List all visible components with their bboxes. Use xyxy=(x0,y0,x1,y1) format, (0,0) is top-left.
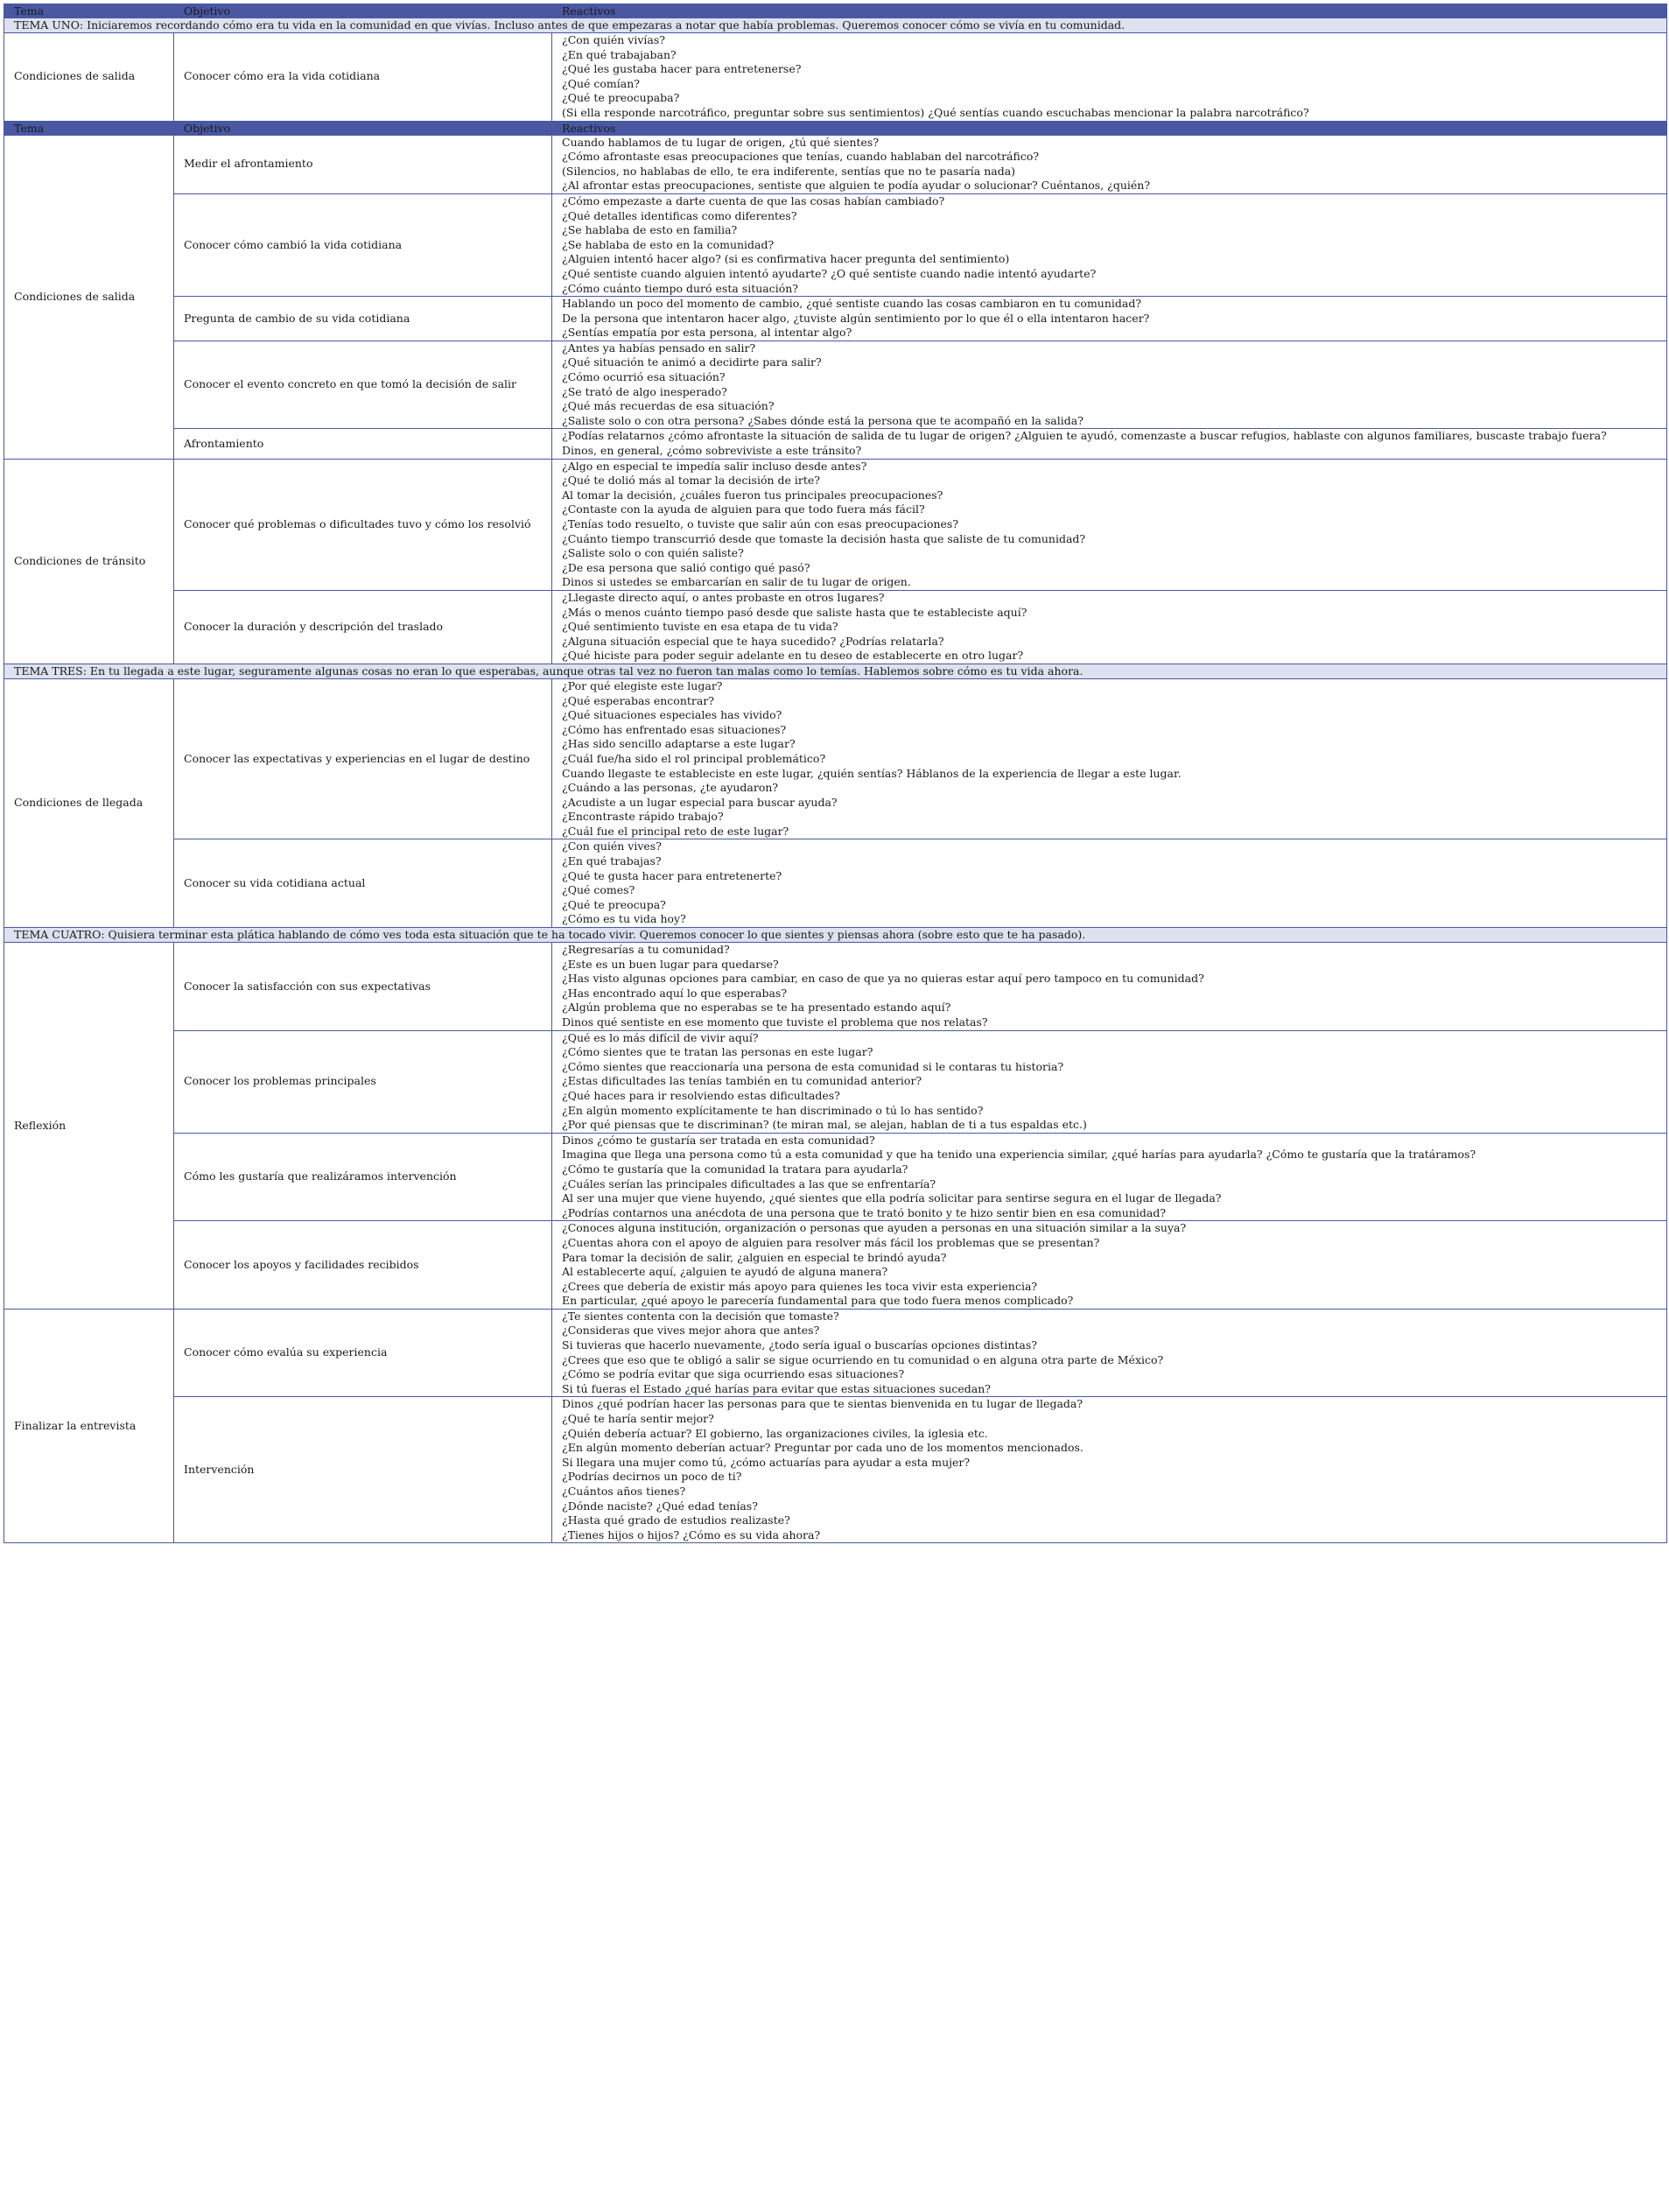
section-intro-row xyxy=(4,664,1667,678)
question-line: ¿Cuáles serían las principales dificultades a las que se enfrentaría? xyxy=(562,1176,936,1190)
reactivos-cell xyxy=(552,839,1667,928)
question-line: ¿Has visto algunas opciones para cambiar, en caso de que ya no quieras estar aquí pero tampoco en tu comunidad? xyxy=(562,972,1204,986)
question-line: ¿De esa persona que salió contigo qué pasó? xyxy=(562,560,810,574)
question-line: ¿Cómo sientes que reaccionaría una persona de esta comunidad si le contaras tu historia? xyxy=(562,1059,1064,1073)
header-objetivo: Objetivo xyxy=(174,121,552,135)
question-line: ¿Algún problema que no esperabas se te ha presentado estando aquí? xyxy=(562,1001,951,1015)
table-row xyxy=(4,429,1667,459)
question-line: ¿Qué te preocupaba? xyxy=(562,91,680,105)
question-line: Cuando hablamos de tu lugar de origen, ¿tú qué sientes? xyxy=(562,135,880,149)
question-line: ¿Qué más recuerdas de esa situación? xyxy=(562,399,775,413)
question-line: ¿En algún momento explícitamente te han discriminado o tú lo has sentido? xyxy=(562,1103,984,1117)
tema-cell: Condiciones de tránsito xyxy=(4,459,174,664)
reactivos-cell xyxy=(552,1309,1667,1397)
table-row xyxy=(4,678,1667,839)
question-line: ¿Alguien intentó hacer algo? (si es confirmativa hacer pregunta del sentimiento) xyxy=(562,252,1010,266)
question-line: ¿Cuándo a las personas, ¿te ayudaron? xyxy=(562,781,779,795)
question-line: ¿Alguna situación especial que te haya sucedido? ¿Podrías relatarla? xyxy=(562,634,944,648)
question-line: ¿Saliste solo o con quién saliste? xyxy=(562,546,744,560)
reactivos-cell xyxy=(552,341,1667,429)
question-line: Si llegara una mujer como tú, ¿cómo actuarías para ayudar a esta mujer? xyxy=(562,1455,971,1469)
objetivo-cell: Conocer los apoyos y facilidades recibidos xyxy=(174,1221,552,1310)
question-line: ¿Saliste solo o con otra persona? ¿Sabes dónde está la persona que te acompañó en la salida? xyxy=(562,413,1083,427)
question-line: ¿Tenías todo resuelto, o tuviste que salir aún con esas preocupaciones? xyxy=(562,517,959,530)
question-line: ¿Qué haces para ir resolviendo estas dificultades? xyxy=(562,1088,840,1102)
header-row xyxy=(4,121,1667,135)
question-line: ¿Has sido sencillo adaptarse a este lugar? xyxy=(562,737,796,751)
tema-cell: Condiciones de salida xyxy=(4,135,174,459)
question-line: ¿Crees que debería de existir más apoyo para quienes les toca vivir esta experiencia? xyxy=(562,1279,1038,1293)
question-line: Al tomar la decisión, ¿cuáles fueron tus principales preocupaciones? xyxy=(562,488,943,502)
header-reactivos: Reactivos xyxy=(552,121,1667,135)
question-line: ¿Por qué elegiste este lugar? xyxy=(562,678,723,692)
interview-guide xyxy=(4,4,1666,1543)
question-line: ¿Se trató de algo inesperado? xyxy=(562,384,727,398)
question-line: ¿Qué comían? xyxy=(562,76,640,90)
section-intro: TEMA CUATRO: Quisiera terminar esta plática hablando de cómo ves toda esta situación que te ha tocado vivir. Queremos conocer lo que sientes y piensas ahora (sobre esto que te ha pasado). xyxy=(4,928,1667,943)
reactivos-cell xyxy=(552,33,1667,122)
question-line: ¿Antes ya habías pensado en salir? xyxy=(562,341,756,355)
question-line: ¿Has encontrado aquí lo que esperabas? xyxy=(562,986,788,1000)
table-row xyxy=(4,459,1667,590)
objetivo-cell: Conocer la satisfacción con sus expectativas xyxy=(174,943,552,1031)
question-line: ¿Este es un buen lugar para quedarse? xyxy=(562,957,779,971)
objetivo-cell: Afrontamiento xyxy=(174,429,552,459)
question-line: ¿Conoces alguna institución, organización o personas que ayuden a personas en una situación similar a la suya? xyxy=(562,1221,1187,1235)
objetivo-cell: Intervención xyxy=(174,1397,552,1543)
question-line: ¿Con quién vives? xyxy=(562,839,662,853)
interview-table xyxy=(4,4,1667,1543)
question-line: ¿Cuál fue/ha sido el rol principal problemático? xyxy=(562,751,826,765)
header-tema: Tema xyxy=(4,4,174,18)
question-line: ¿Crees que eso que te obligó a salir se sigue ocurriendo en tu comunidad o en alguna otra parte de México? xyxy=(562,1352,1164,1366)
reactivos-cell xyxy=(552,943,1667,1031)
question-line: ¿Llegaste directo aquí, o antes probaste en otros lugares? xyxy=(562,590,885,604)
question-line: ¿Cómo empezaste a darte cuenta de que las cosas habían cambiado? xyxy=(562,193,945,207)
question-line: ¿Qué te haría sentir mejor? xyxy=(562,1412,714,1426)
table-row xyxy=(4,1133,1667,1221)
reactivos-cell xyxy=(552,1030,1667,1133)
objetivo-cell: Conocer el evento concreto en que tomó la decisión de salir xyxy=(174,341,552,429)
header-tema: Tema xyxy=(4,121,174,135)
table-row xyxy=(4,1309,1667,1397)
table-row xyxy=(4,297,1667,341)
question-line: ¿Cuánto tiempo transcurrió desde que tomaste la decisión hasta que saliste de tu comunidad? xyxy=(562,531,1086,545)
table-row xyxy=(4,341,1667,429)
question-line: Imagina que llega una persona como tú a esta comunidad y que ha tenido una experiencia similar, ¿qué harías para ayudarla? ¿Cómo te gustaría que la tratáramos? xyxy=(562,1148,1476,1162)
question-line: ¿Al afrontar estas preocupaciones, sentiste que alguien te podía ayudar o solucionar? Cuéntanos, ¿quién? xyxy=(562,179,1151,193)
question-line: ¿En qué trabajaban? xyxy=(562,47,677,61)
table-row xyxy=(4,33,1667,122)
question-line: (Silencios, no hablabas de ello, te era indiferente, sentías que no te pasaría nada) xyxy=(562,164,1016,178)
question-line: ¿En qué trabajas? xyxy=(562,854,662,868)
reactivos-cell xyxy=(552,590,1667,664)
question-line: Dinos ¿cómo te gustaría ser tratada en esta comunidad? xyxy=(562,1133,875,1147)
question-line: ¿Dónde naciste? ¿Qué edad tenías? xyxy=(562,1499,758,1513)
question-line: ¿Qué te gusta hacer para entretenerte? xyxy=(562,868,782,882)
question-line: ¿Qué sentiste cuando alguien intentó ayudarte? ¿O qué sentiste cuando nadie intentó ayudarte? xyxy=(562,266,1097,280)
table-row xyxy=(4,590,1667,664)
question-line: Dinos qué sentiste en ese momento que tuviste el problema que nos relatas? xyxy=(562,1015,988,1029)
objetivo-cell: Conocer qué problemas o dificultades tuvo y cómo los resolvió xyxy=(174,459,552,590)
question-line: ¿Algo en especial te impedía salir incluso desde antes? xyxy=(562,459,867,473)
question-line: ¿Qué situación te animó a decidirte para salir? xyxy=(562,355,822,369)
question-line: ¿Cuál fue el principal reto de este lugar? xyxy=(562,824,789,838)
reactivos-cell xyxy=(552,1397,1667,1543)
question-line: ¿Cómo ocurrió esa situación? xyxy=(562,370,726,384)
objetivo-cell: Pregunta de cambio de su vida cotidiana xyxy=(174,297,552,341)
question-line: Al establecerte aquí, ¿alguien te ayudó de alguna manera? xyxy=(562,1265,888,1279)
table-row xyxy=(4,943,1667,1031)
reactivos-cell xyxy=(552,1133,1667,1221)
question-line: Para tomar la decisión de salir, ¿alguien en especial te brindó ayuda? xyxy=(562,1250,947,1264)
section-intro: TEMA UNO: Iniciaremos recordando cómo era tu vida en la comunidad en que vivías. Incluso antes de que empezaras a notar que había problemas. Queremos conocer cómo se vivía en tu comunidad. xyxy=(4,18,1667,33)
question-line: ¿Podrías contarnos una anécdota de una persona que te trató bonito y te hizo sentir bien en esa comunidad? xyxy=(562,1205,1167,1219)
reactivos-cell xyxy=(552,429,1667,459)
reactivos-cell xyxy=(552,678,1667,839)
question-line: ¿Qué esperabas encontrar? xyxy=(562,693,715,707)
question-line: ¿Cómo te gustaría que la comunidad la tratara para ayudarla? xyxy=(562,1162,908,1176)
tema-cell: Reflexión xyxy=(4,943,174,1310)
question-line: ¿Acudiste a un lugar especial para buscar ayuda? xyxy=(562,795,838,809)
reactivos-cell xyxy=(552,193,1667,296)
question-line: ¿Qué es lo más difícil de vivir aquí? xyxy=(562,1030,759,1044)
question-line: ¿Qué situaciones especiales has vivido? xyxy=(562,708,782,722)
question-line: ¿Se hablaba de esto en familia? xyxy=(562,223,738,237)
objetivo-cell: Conocer las expectativas y experiencias en el lugar de destino xyxy=(174,678,552,839)
question-line: ¿Cuentas ahora con el apoyo de alguien para resolver más fácil los problemas que se presentan? xyxy=(562,1235,1100,1249)
section-intro-row xyxy=(4,928,1667,943)
question-line: ¿Más o menos cuánto tiempo pasó desde que saliste hasta que te estableciste aquí? xyxy=(562,605,1027,619)
tema-cell: Condiciones de salida xyxy=(4,33,174,122)
question-line: ¿Contaste con la ayuda de alguien para que todo fuera más fácil? xyxy=(562,502,925,516)
question-line: ¿Estas dificultades las tenías también en tu comunidad anterior? xyxy=(562,1074,922,1088)
reactivos-cell xyxy=(552,1221,1667,1310)
question-line: ¿Cuántos años tienes? xyxy=(562,1485,686,1498)
question-line: ¿Regresarías a tu comunidad? xyxy=(562,943,730,957)
section-intro: TEMA TRES: En tu llegada a este lugar, seguramente algunas cosas no eran lo que esperabas, aunque otras tal vez no fueron tan malas como lo temías. Hablemos sobre cómo es tu vida ahora. xyxy=(4,664,1667,678)
question-line: ¿Qué te dolió más al tomar la decisión de irte? xyxy=(562,474,820,488)
reactivos-cell xyxy=(552,135,1667,193)
question-line: ¿Cómo cuánto tiempo duró esta situación? xyxy=(562,281,798,295)
question-line: Hablando un poco del momento de cambio, ¿qué sentiste cuando las cosas cambiaron en tu comunidad? xyxy=(562,297,1142,311)
question-line: ¿Hasta qué grado de estudios realizaste? xyxy=(562,1513,790,1527)
question-line: ¿Con quién vivías? xyxy=(562,33,665,46)
table-row xyxy=(4,1030,1667,1133)
question-line: ¿Qué comes? xyxy=(562,883,635,897)
question-line: ¿Cómo se podría evitar que siga ocurriendo esas situaciones? xyxy=(562,1367,905,1381)
question-line: ¿Por qué piensas que te discriminan? (te miran mal, se alejan, hablan de ti a tus espaldas etc.) xyxy=(562,1118,1087,1132)
question-line: Dinos ¿qué podrían hacer las personas para que te sientas bienvenida en tu lugar de llegada? xyxy=(562,1397,1083,1411)
objetivo-cell: Conocer cómo era la vida cotidiana xyxy=(174,33,552,122)
question-line: Cuando llegaste te estableciste en este lugar, ¿quién sentías? Háblanos de la experiencia de llegar a este lugar. xyxy=(562,766,1182,780)
table-row xyxy=(4,135,1667,193)
question-line: ¿Cómo sientes que te tratan las personas en este lugar? xyxy=(562,1045,873,1059)
header-row xyxy=(4,4,1667,18)
question-line: ¿Quién debería actuar? El gobierno, las organizaciones civiles, la iglesia etc. xyxy=(562,1426,988,1440)
question-line: ¿Sentías empatía por esta persona, al intentar algo? xyxy=(562,326,852,340)
objetivo-cell: Cómo les gustaría que realizáramos intervención xyxy=(174,1133,552,1221)
question-line: ¿Podrías decirnos un poco de ti? xyxy=(562,1470,742,1484)
objetivo-cell: Medir el afrontamiento xyxy=(174,135,552,193)
question-line: ¿Qué detalles identificas como diferentes? xyxy=(562,208,797,222)
question-line: ¿Cómo afrontaste esas preocupaciones que tenías, cuando hablaban del narcotráfico? xyxy=(562,150,1040,164)
header-objetivo: Objetivo xyxy=(174,4,552,18)
tema-cell: Condiciones de llegada xyxy=(4,678,174,927)
table-row xyxy=(4,839,1667,928)
question-line: ¿En algún momento deberían actuar? Preguntar por cada uno de los momentos mencionados. xyxy=(562,1441,1083,1455)
question-line: De la persona que intentaron hacer algo, ¿tuviste algún sentimiento por lo que él o ella intentaron hacer? xyxy=(562,311,1150,325)
reactivos-cell xyxy=(552,459,1667,590)
question-line: Al ser una mujer que viene huyendo, ¿qué sientes que ella podría solicitar para sentirse segura en el lugar de llegada? xyxy=(562,1191,1222,1205)
table-row xyxy=(4,193,1667,296)
objetivo-cell: Conocer cómo cambió la vida cotidiana xyxy=(174,193,552,296)
question-line: ¿Se hablaba de esto en la comunidad? xyxy=(562,237,775,251)
question-line: En particular, ¿qué apoyo le parecería fundamental para que todo fuera menos complicado? xyxy=(562,1294,1074,1308)
table-row xyxy=(4,1397,1667,1543)
question-line: ¿Consideras que vives mejor ahora que antes? xyxy=(562,1324,820,1338)
question-line: ¿Qué les gustaba hacer para entretenerse? xyxy=(562,62,802,76)
question-line: ¿Cómo has enfrentado esas situaciones? xyxy=(562,722,787,736)
question-line: Si tuvieras que hacerlo nuevamente, ¿todo sería igual o buscarías opciones distintas? xyxy=(562,1338,1037,1352)
reactivos-cell xyxy=(552,297,1667,341)
table-row xyxy=(4,1221,1667,1310)
question-line: (Si ella responde narcotráfico, preguntar sobre sus sentimientos) ¿Qué sentías cuando escuchabas mencionar la palabra narcotráfico? xyxy=(562,105,1309,119)
question-line: ¿Qué te preocupa? xyxy=(562,897,666,911)
question-line: ¿Qué sentimiento tuviste en esa etapa de tu vida? xyxy=(562,620,838,634)
question-line: Dinos si ustedes se embarcarían en salir de tu lugar de origen. xyxy=(562,575,911,589)
objetivo-cell: Conocer su vida cotidiana actual xyxy=(174,839,552,928)
header-reactivos: Reactivos xyxy=(552,4,1667,18)
objetivo-cell: Conocer cómo evalúa su experiencia xyxy=(174,1309,552,1397)
question-line: ¿Cómo es tu vida hoy? xyxy=(562,912,686,926)
question-line: ¿Encontraste rápido trabajo? xyxy=(562,810,724,824)
question-line: ¿Te sientes contenta con la decisión que tomaste? xyxy=(562,1309,839,1323)
question-line: ¿Podías relatarnos ¿cómo afrontaste la situación de salida de tu lugar de origen? ¿Alguien te ayudó, comenzaste a buscar refugios, hablaste con algunos familiares, buscaste trabajo fuera? xyxy=(562,429,1607,443)
tema-cell: Finalizar la entrevista xyxy=(4,1309,174,1543)
objetivo-cell: Conocer los problemas principales xyxy=(174,1030,552,1133)
section-intro-row xyxy=(4,18,1667,33)
question-line: Si tú fueras el Estado ¿qué harías para evitar que estas situaciones sucedan? xyxy=(562,1381,992,1395)
question-line: Dinos, en general, ¿cómo sobreviviste a este tránsito? xyxy=(562,444,862,458)
objetivo-cell: Conocer la duración y descripción del traslado xyxy=(174,590,552,664)
question-line: ¿Tienes hijos o hijos? ¿Cómo es su vida ahora? xyxy=(562,1527,821,1541)
question-line: ¿Qué hiciste para poder seguir adelante en tu deseo de establecerte en otro lugar? xyxy=(562,649,1024,663)
